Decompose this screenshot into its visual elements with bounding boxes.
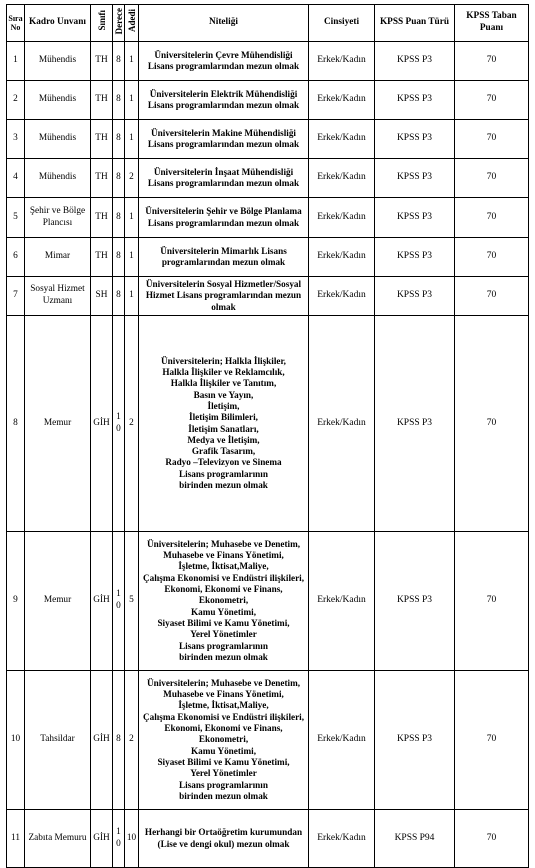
row-grade: 8: [113, 81, 125, 120]
qualification-line: birinden mezun olmak: [179, 651, 268, 662]
row-grade: 8: [113, 238, 125, 277]
qualification-line: Lisans programlarından mezun olmak: [147, 217, 300, 228]
table-row: [7, 671, 529, 810]
row-base-score: 70: [455, 120, 529, 159]
qualification-line: Kamu Yönetimi,: [191, 606, 256, 617]
row-qualification: [139, 120, 309, 159]
row-base-score: 70: [455, 238, 529, 277]
qualification-line: Ekonometri,: [198, 595, 249, 606]
row-gender: Erkek/Kadın: [309, 81, 375, 120]
row-count: 1: [125, 120, 139, 159]
row-grade: 8: [113, 42, 125, 81]
row-count: 1: [125, 198, 139, 238]
row-class: SH: [91, 277, 113, 316]
qualification-line: Ekonomi, Ekonomi ve Finans,: [164, 723, 283, 734]
header-count: [125, 5, 139, 42]
row-score-type: KPSS P3: [375, 532, 455, 671]
row-title: Memur: [25, 532, 91, 671]
row-qualification: [139, 671, 309, 810]
qualification-line: Yerel Yönetimler: [190, 768, 257, 779]
row-base-score: 70: [455, 198, 529, 238]
row-gender: Erkek/Kadın: [309, 810, 375, 868]
row-gender: Erkek/Kadın: [309, 277, 375, 316]
row-grade: 10: [113, 810, 125, 868]
row-count: 1: [125, 42, 139, 81]
row-count: 2: [125, 316, 139, 532]
row-qualification: [139, 42, 309, 81]
row-count: 2: [125, 159, 139, 198]
row-number: 3: [7, 120, 25, 159]
row-qualification: [139, 810, 309, 868]
qualification-line: (Lise ve dengi okul) mezun olmak: [157, 838, 290, 849]
row-number: 11: [7, 810, 25, 868]
row-grade: 8: [113, 277, 125, 316]
qualification-line: İşletme, İktisat,Maliye,: [178, 561, 269, 572]
row-gender: Erkek/Kadın: [309, 238, 375, 277]
table-row: [7, 316, 529, 532]
header-gender: Cinsiyeti: [309, 5, 375, 42]
header-qualification: Niteliği: [139, 5, 309, 42]
row-class: TH: [91, 42, 113, 81]
qualification-line: İşletme, İktisat,Maliye,: [178, 700, 269, 711]
row-score-type: KPSS P3: [375, 42, 455, 81]
qualification-line: İletişim Sanatları,: [188, 423, 259, 434]
qualification-line: Lisans programlarının: [179, 779, 268, 790]
row-title: Mimar: [25, 238, 91, 277]
qualification-line: Çalışma Ekonomisi ve Endüstri ilişkileri,: [142, 711, 305, 722]
qualification-line: Basın ve Yayın,: [193, 389, 254, 400]
row-number: 10: [7, 671, 25, 810]
qualification-line: Üniversitelerin; Muhasebe ve Denetim,: [146, 677, 301, 688]
qualification-line: Ekonomi, Ekonomi ve Finans,: [164, 584, 283, 595]
row-class: TH: [91, 238, 113, 277]
staff-positions-table: [6, 4, 529, 868]
row-number: 4: [7, 159, 25, 198]
row-score-type: KPSS P3: [375, 316, 455, 532]
header-base-score: KPSS Taban Puanı: [455, 5, 529, 42]
table-row: [7, 238, 529, 277]
row-gender: Erkek/Kadın: [309, 316, 375, 532]
row-class: TH: [91, 81, 113, 120]
qualification-line: Kamu Yönetimi,: [191, 745, 256, 756]
row-grade: 8: [113, 159, 125, 198]
row-base-score: 70: [455, 81, 529, 120]
header-title: Kadro Unvanı: [25, 5, 91, 42]
row-gender: Erkek/Kadın: [309, 159, 375, 198]
row-number: 5: [7, 198, 25, 238]
row-count: 1: [125, 277, 139, 316]
qualification-line: Üniversitelerin; Muhasebe ve Denetim,: [146, 538, 301, 549]
qualification-line: Siyaset Bilimi ve Kamu Yönetimi,: [157, 617, 290, 628]
qualification-line: İletişim,: [207, 400, 240, 411]
row-grade: 10: [113, 316, 125, 532]
qualification-line: programlarından mezun olmak: [161, 257, 286, 267]
row-title: Sosyal Hizmet Uzmanı: [25, 277, 91, 316]
qualification-line: Herhangi bir Ortaöğretim kurumundan: [144, 827, 303, 838]
qualification-line: birinden mezun olmak: [179, 479, 268, 490]
row-base-score: 70: [455, 277, 529, 316]
row-class: GİH: [91, 671, 113, 810]
row-score-type: KPSS P3: [375, 120, 455, 159]
header-count-label: Adedi: [126, 9, 137, 33]
qualification-line: Üniversitelerin Elektrik Mühendisliği: [149, 88, 298, 99]
row-qualification: [139, 277, 309, 316]
row-title: Mühendis: [25, 159, 91, 198]
qualification-line: Ekonometri,: [198, 734, 249, 745]
header-no: Sıra No: [7, 5, 25, 42]
row-grade: 8: [113, 671, 125, 810]
row-title: Mühendis: [25, 120, 91, 159]
row-score-type: KPSS P3: [375, 277, 455, 316]
row-base-score: 70: [455, 671, 529, 810]
qualification-line: Muhasebe ve Finans Yönetimi,: [163, 689, 284, 700]
qualification-line: birinden mezun olmak: [179, 790, 268, 801]
row-class: GİH: [91, 316, 113, 532]
qualification-line: Radyo –Televizyon ve Sinema: [165, 457, 282, 468]
qualification-line: Siyaset Bilimi ve Kamu Yönetimi,: [157, 756, 290, 767]
row-gender: Erkek/Kadın: [309, 42, 375, 81]
qualification-line: Lisans programlarından mezun olmak: [147, 61, 300, 71]
row-number: 6: [7, 238, 25, 277]
table-row: [7, 120, 529, 159]
row-base-score: 70: [455, 159, 529, 198]
row-count: 1: [125, 81, 139, 120]
row-title: Mühendis: [25, 42, 91, 81]
row-number: 2: [7, 81, 25, 120]
qualification-line: Üniversitelerin Sosyal Hizmetler/Sosyal: [145, 279, 302, 290]
table-row: [7, 159, 529, 198]
row-qualification: [139, 198, 309, 238]
row-title: Memur: [25, 316, 91, 532]
row-number: 9: [7, 532, 25, 671]
qualification-line: Lisans programlarının: [179, 640, 268, 651]
row-score-type: KPSS P3: [375, 159, 455, 198]
staff-table-container: [6, 4, 529, 868]
qualification-line: Hizmet Lisans programlarından mezun: [145, 290, 302, 301]
row-qualification: [139, 238, 309, 277]
qualification-line: Çalışma Ekonomisi ve Endüstri ilişkileri,: [142, 572, 305, 583]
row-class: GİH: [91, 532, 113, 671]
qualification-line: Üniversitelerin; Halkla İlişkiler,: [161, 355, 286, 366]
row-class: TH: [91, 120, 113, 159]
row-count: 2: [125, 671, 139, 810]
row-base-score: 70: [455, 532, 529, 671]
qualification-line: Lisans programlarından mezun olmak: [147, 139, 300, 149]
row-count: 1: [125, 238, 139, 277]
qualification-line: Üniversitelerin Çevre Mühendisliği: [154, 49, 293, 60]
qualification-line: Halkla İlişkiler ve Tanıtım,: [170, 378, 277, 389]
qualification-line: İletişim Bilimleri,: [189, 412, 258, 423]
qualification-line: Üniversitelerin Mimarlık Lisans: [160, 245, 287, 256]
row-qualification: [139, 81, 309, 120]
qualification-line: Grafik Tasarım,: [191, 446, 256, 457]
table-row: [7, 532, 529, 671]
header-grade-label: Derece: [113, 7, 124, 34]
row-count: 5: [125, 532, 139, 671]
row-class: TH: [91, 198, 113, 238]
row-title: Zabıta Memuru: [25, 810, 91, 868]
row-base-score: 70: [455, 42, 529, 81]
row-score-type: KPSS P3: [375, 81, 455, 120]
row-score-type: KPSS P94: [375, 810, 455, 868]
row-score-type: KPSS P3: [375, 671, 455, 810]
row-base-score: 70: [455, 810, 529, 868]
qualification-line: Üniversitelerin Şehir ve Bölge Planlama: [145, 206, 302, 217]
qualification-line: Üniversitelerin Makine Mühendisliği: [151, 127, 296, 138]
row-qualification: [139, 532, 309, 671]
qualification-line: Yerel Yönetimler: [190, 629, 257, 640]
header-grade: [113, 5, 125, 42]
row-qualification: [139, 316, 309, 532]
qualification-line: olmak: [211, 301, 236, 312]
row-gender: Erkek/Kadın: [309, 198, 375, 238]
row-qualification: [139, 159, 309, 198]
row-score-type: KPSS P3: [375, 198, 455, 238]
table-row: [7, 81, 529, 120]
qualification-line: Lisans programlarından mezun olmak: [147, 178, 300, 188]
table-row: [7, 277, 529, 316]
table-header-row: [7, 5, 529, 42]
row-number: 7: [7, 277, 25, 316]
header-class: [91, 5, 113, 42]
row-grade: 8: [113, 120, 125, 159]
qualification-line: Lisans programlarından mezun olmak: [147, 100, 300, 110]
table-row: [7, 810, 529, 868]
row-gender: Erkek/Kadın: [309, 671, 375, 810]
row-number: 8: [7, 316, 25, 532]
header-class-label: Sınıfı: [96, 10, 107, 31]
table-row: [7, 198, 529, 238]
row-count: 10: [125, 810, 139, 868]
qualification-line: Üniversitelerin İnşaat Mühendisliği: [153, 166, 294, 177]
row-gender: Erkek/Kadın: [309, 532, 375, 671]
header-score-type: KPSS Puan Türü: [375, 5, 455, 42]
row-title: Şehir ve Bölge Plancısı: [25, 198, 91, 238]
qualification-line: Medya ve İletişim,: [187, 434, 260, 445]
row-number: 1: [7, 42, 25, 81]
qualification-line: Muhasebe ve Finans Yönetimi,: [163, 550, 284, 561]
qualification-line: Lisans programlarının: [179, 468, 268, 479]
table-row: [7, 42, 529, 81]
row-grade: 8: [113, 198, 125, 238]
row-base-score: 70: [455, 316, 529, 532]
row-class: GİH: [91, 810, 113, 868]
row-class: TH: [91, 159, 113, 198]
row-title: Tahsildar: [25, 671, 91, 810]
qualification-line: Halkla İlişkiler ve Reklamcılık,: [162, 367, 285, 378]
row-gender: Erkek/Kadın: [309, 120, 375, 159]
row-grade: 10: [113, 532, 125, 671]
row-title: Mühendis: [25, 81, 91, 120]
table-body: [7, 42, 529, 868]
row-score-type: KPSS P3: [375, 238, 455, 277]
